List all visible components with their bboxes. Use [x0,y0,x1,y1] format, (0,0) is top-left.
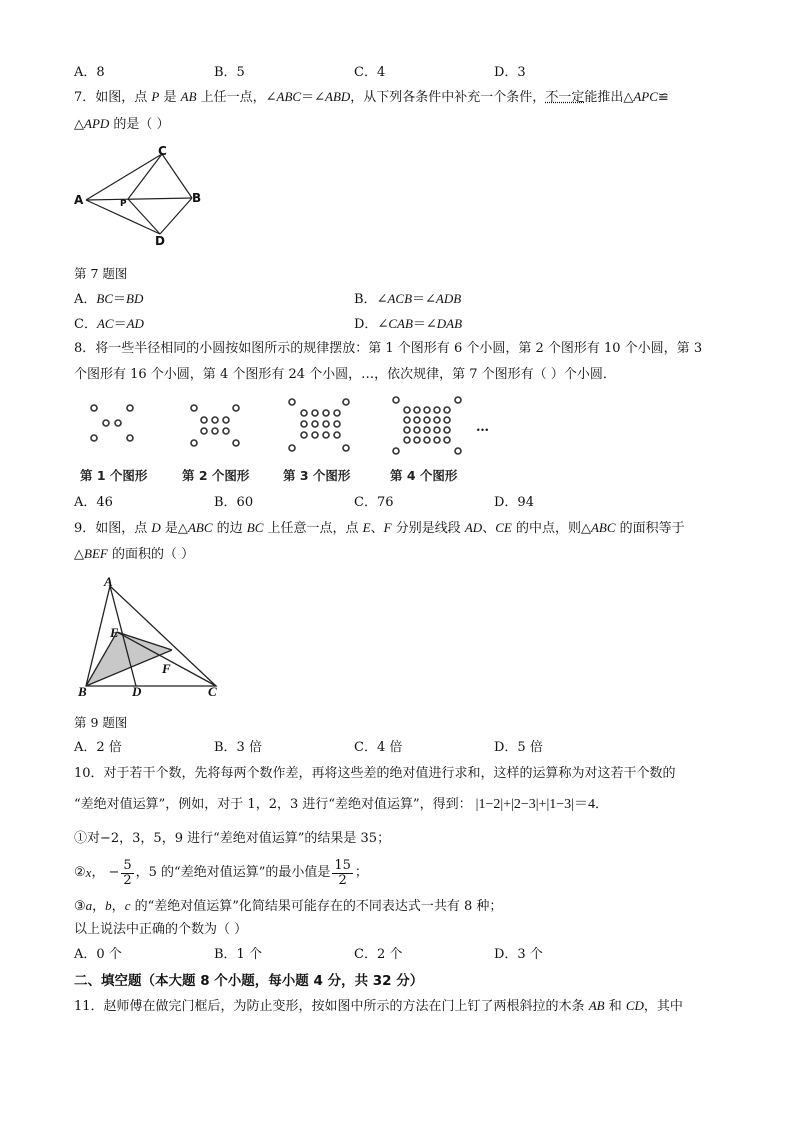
circle [414,407,420,413]
q8-caption-4: 第 4 个图形 [390,468,458,483]
q8-stem-line2: 个图形有 16 个小圆，第 4 个图形有 24 个小圆，…，依次规律，第 7 个图形有（ ）个小圆． [74,367,616,382]
q10-option-d: D．3 个 [494,947,543,962]
circle [424,427,430,433]
circle [414,417,420,423]
q7-option-b: B．∠ACB＝∠ADB [354,291,462,307]
q10-option-b: B．1 个 [214,947,262,962]
circle [343,445,349,451]
circle [212,417,218,423]
circle [201,428,207,434]
circle [233,440,239,446]
circle [323,432,329,438]
circle [334,432,340,438]
q6-option-c: C．4 [354,65,386,80]
circle [393,448,399,454]
q9-label-d: D [132,684,142,699]
circle [455,397,461,403]
q8-stem-line1: 8．将一些半径相同的小圆按如图所示的规律摆放：第 1 个图形有 6 个小圆，第 2 个图形有 10 个小圆，第 3 [74,341,703,356]
q10-option-a: A．0 个 [74,947,122,962]
q7-label-b: B [192,191,202,205]
q7-option-d: D．∠CAB＝∠DAB [354,316,463,332]
circle [434,417,440,423]
q10-statement-3: ③a，b，c 的“差绝对值运算”化简结果可能存在的不同表达式一共有 8 种； [74,898,503,914]
circle [455,448,461,454]
circle [103,420,109,426]
q7-stem-line2: △APD 的是（ ） [74,116,170,132]
q9-option-c: C．4 倍 [354,740,403,755]
circle [393,397,399,403]
circle [289,399,295,405]
q9-option-a: A．2 倍 [74,740,122,755]
q9-option-b: B．3 倍 [214,740,262,755]
circle [444,407,450,413]
q8-option-b: B．60 [214,495,254,510]
fraction-fifteen-halves: $\frac{15}{2}$ [334,857,351,888]
q10-statement-1: ①对−2，3，5，9 进行“差绝对值运算”的结果是 35； [74,831,391,846]
q9-caption: 第 9 题图 [74,715,128,730]
circle [404,407,410,413]
q8-option-a: A．46 [74,495,113,510]
q7-label-a: A [74,193,84,207]
circle [91,405,97,411]
q9-label-a: A [104,574,113,589]
q8-option-c: C．76 [354,495,394,510]
q9-stem-line1: 9．如图，点 D 是△ABC 的边 BC 上任意一点，点 E、F 分别是线段 AD、CE 的中点，则△ABC 的面积等于 [74,520,685,536]
q9-stem-line2: △BEF 的面积的（ ） [74,546,195,562]
q7-figure [70,142,210,252]
circle [434,437,440,443]
q10-stem-line1: 10．对于若干个数，先将每两个数作差，再将这些差的绝对值进行求和，这样的运算称为对这若干个数的 [74,766,676,781]
section-heading-fill-in: 二、填空题（本大题 8 个小题，每小题 4 分，共 32 分） [74,973,424,989]
circle [444,427,450,433]
q10-statement-2: ② x ， − $\frac{5}{2}$ ，5 的“差绝对值运算”的最小值是 $\frac{15}{2}$ ； [74,857,368,888]
circle [424,437,430,443]
q6-option-a: A．8 [74,65,105,80]
q6-option-d: D．3 [494,65,526,80]
circle [212,428,218,434]
q7-label-d: D [155,234,165,248]
q8-option-d: D．94 [494,495,534,510]
circle [444,417,450,423]
circle [434,407,440,413]
q7-option-a: A．BC＝BD [74,291,144,307]
q9-label-f: F [162,661,171,676]
circle [223,417,229,423]
circle [301,421,307,427]
circle [414,437,420,443]
circle [312,432,318,438]
q10-prompt: 以上说法中正确的个数为（ ） [74,922,248,937]
circle [444,437,450,443]
q8-caption-3: 第 3 个图形 [283,468,351,483]
circle [201,417,207,423]
q9-label-b: B [78,684,87,699]
circle [301,410,307,416]
circle [127,435,133,441]
circle [424,417,430,423]
circle [233,405,239,411]
circle [223,428,229,434]
q8-caption-2: 第 2 个图形 [182,468,250,483]
circle [127,405,133,411]
q8-ellipsis: … [476,420,489,435]
q7-stem-line1: 7．如图，点 P 是 AB 上任一点，∠ABC＝∠ABD，从下列各条件中补充一个条件，不一定能推出△APC≌ [74,89,669,105]
circle [434,427,440,433]
q9-label-e: E [110,625,119,640]
circle [404,417,410,423]
q7-label-p: P [120,199,127,209]
circle [334,410,340,416]
circle [289,445,295,451]
circle [301,432,307,438]
q9-label-c: C [208,684,217,699]
q8-caption-1: 第 1 个图形 [80,468,148,483]
circle [334,421,340,427]
circle [191,405,197,411]
q10-example-formula: |1−2|+|2−3|+|1−3|＝4 [475,797,595,812]
q8-pattern-figures [80,396,500,466]
q9-option-d: D．5 倍 [494,740,543,755]
circle [404,427,410,433]
circle [323,410,329,416]
q10-option-c: C．2 个 [354,947,403,962]
q11-stem-line1: 11．赵师傅在做完门框后，为防止变形，按如图中所示的方法在门上钉了两根斜拉的木条 AB 和 CD，其中 [74,998,683,1014]
circle [91,435,97,441]
q10-stem-line2: “差绝对值运算”，例如，对于 1，2，3 进行“差绝对值运算”，得到： |1−2|+|2−3|+|1−3|＝4． [74,797,608,812]
q7-label-c: C [158,144,167,158]
circle [115,420,121,426]
circle [312,421,318,427]
circle [323,421,329,427]
q6-option-b: B．5 [214,65,245,80]
circle [404,437,410,443]
circle [343,399,349,405]
circle [424,407,430,413]
circle [312,410,318,416]
circle [191,440,197,446]
fraction-five-halves: $\frac{5}{2}$ [123,857,132,888]
q7-caption: 第 7 题图 [74,266,128,281]
circle [414,427,420,433]
q7-option-c: C．AC＝AD [74,316,144,332]
emphasis-budingding: 不一定 [545,90,585,105]
